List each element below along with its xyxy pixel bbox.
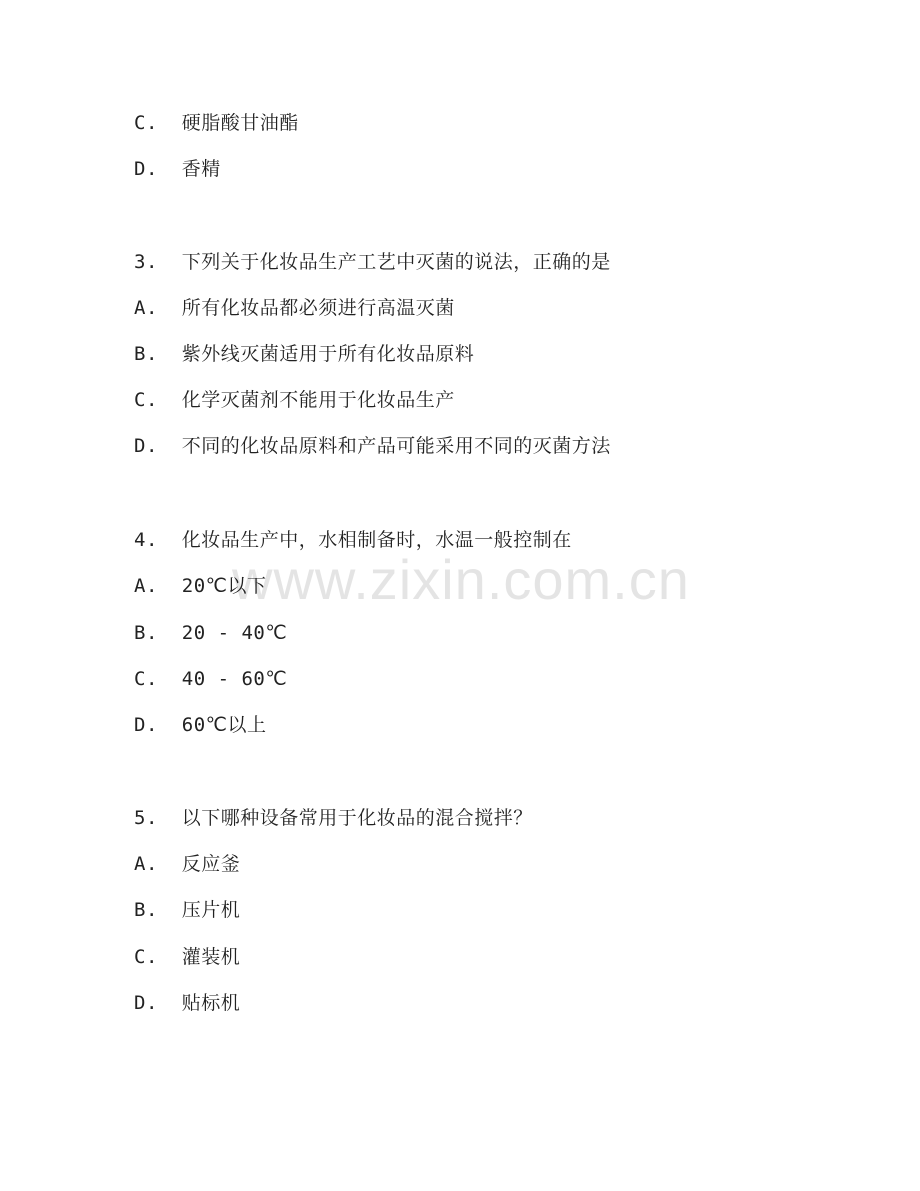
watermark: www.zixin.com.cn [232, 548, 690, 611]
q3-option-c: C. 化学灭菌剂不能用于化妆品生产 [134, 389, 455, 411]
q5-option-a: A. 反应釜 [134, 853, 241, 875]
q2-option-c: C. 硬脂酸甘油酯 [134, 112, 299, 134]
q4-option-b: B. 20 - 40℃ [134, 622, 288, 644]
q2-option-d: D. 香精 [134, 158, 221, 180]
q3-question: 3. 下列关于化妆品生产工艺中灭菌的说法，正确的是 [134, 251, 611, 273]
q5-option-c: C. 灌装机 [134, 946, 241, 968]
q4-option-c: C. 40 - 60℃ [134, 668, 288, 690]
q4-option-a: A. 20℃以下 [134, 575, 267, 597]
q3-option-a: A. 所有化妆品都必须进行高温灭菌 [134, 297, 455, 319]
q5-question: 5. 以下哪种设备常用于化妆品的混合搅拌？ [134, 807, 533, 829]
q3-option-d: D. 不同的化妆品原料和产品可能采用不同的灭菌方法 [134, 435, 611, 457]
q4-question: 4. 化妆品生产中，水相制备时，水温一般控制在 [134, 529, 572, 551]
q5-option-d: D. 贴标机 [134, 992, 241, 1014]
q3-option-b: B. 紫外线灭菌适用于所有化妆品原料 [134, 343, 475, 365]
q5-option-b: B. 压片机 [134, 899, 241, 921]
q4-option-d: D. 60℃以上 [134, 714, 267, 736]
